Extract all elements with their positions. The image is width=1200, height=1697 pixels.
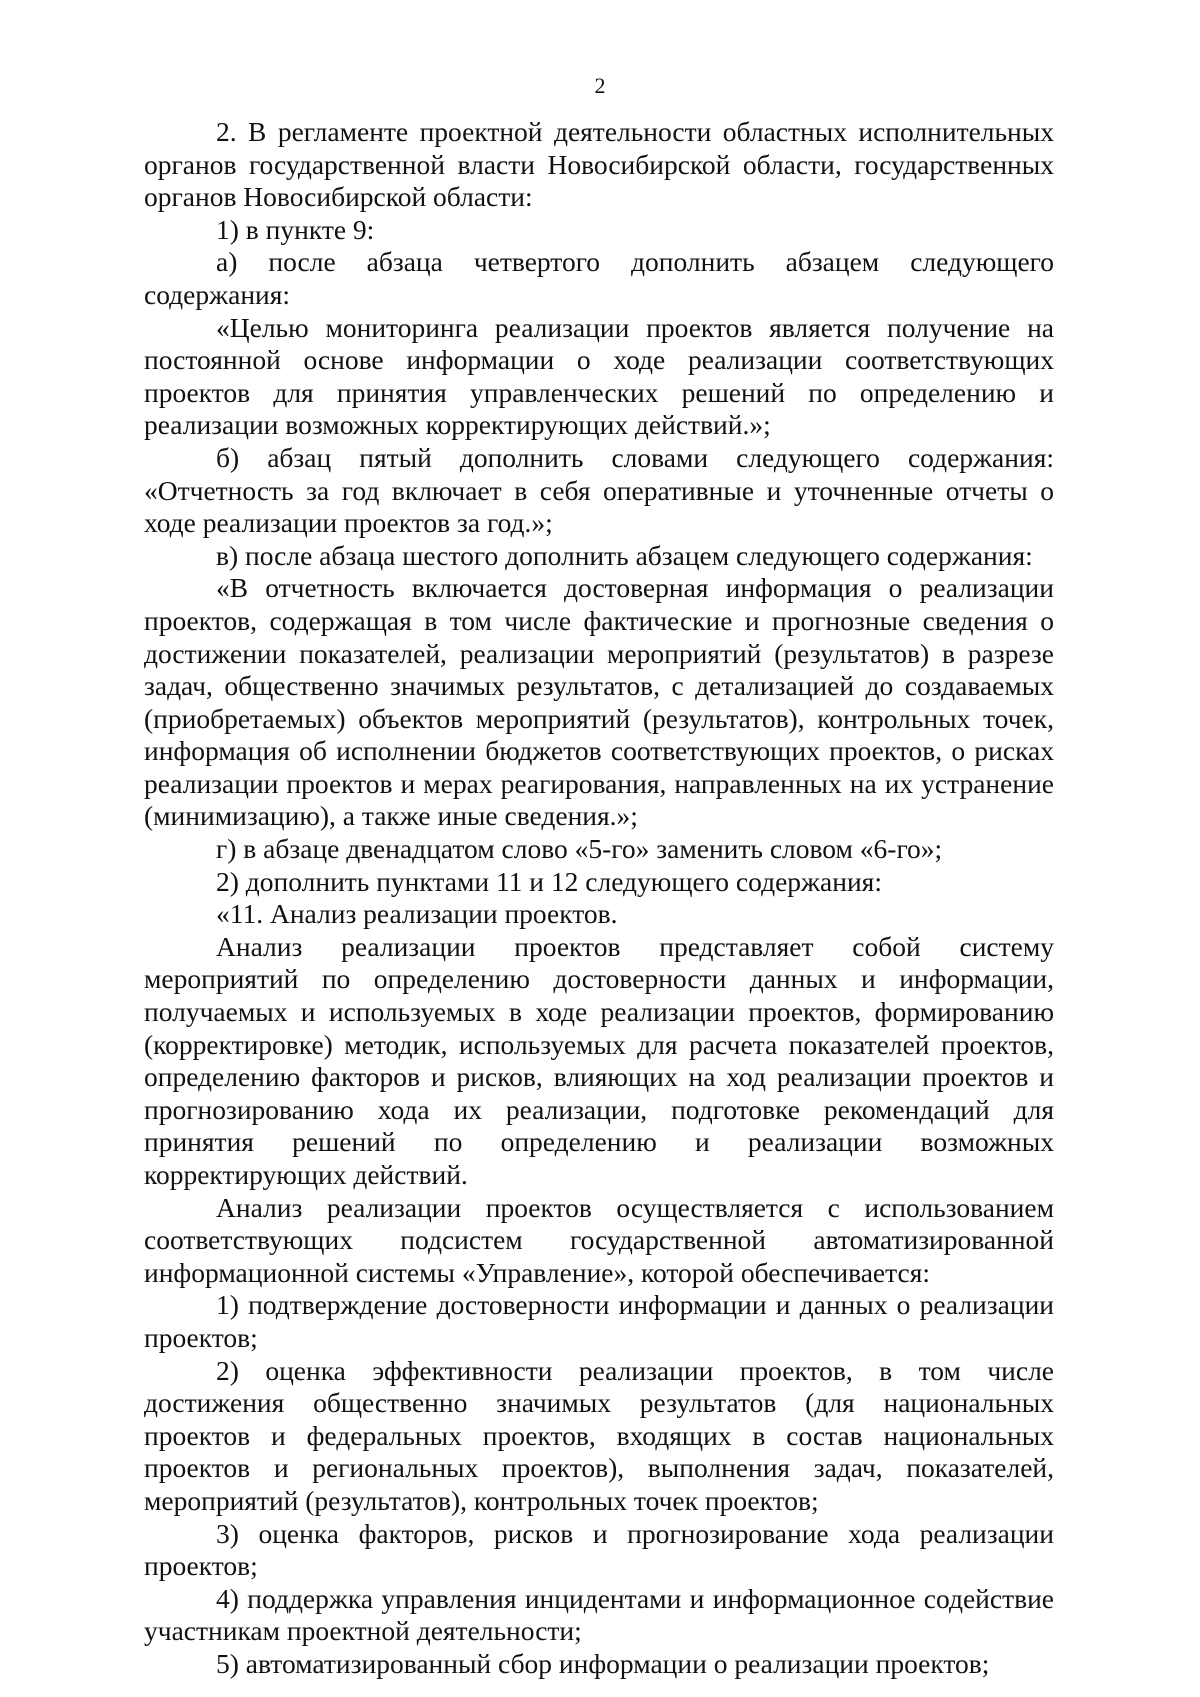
paragraph: Анализ реализации проектов представляет собой систему мероприятий по определению достоверности данных и информации, получаемых и используемых в ходе реализации проектов, формированию (корректировке) методик, используемых для расчета показателей проектов, определению факторов и рисков, влияющих на ход реализации проектов и прогнозированию хода их реализации, подготовке рекомендаций для принятия решений по определению и реализации возможных корректирующих действий. <box>144 930 1054 1190</box>
paragraph: 2. В регламенте проектной деятельности областных исполнительных органов государственной власти Новосибирской области, государственных органов Новосибирской области: <box>144 116 1054 213</box>
paragraph: а) после абзаца четвертого дополнить абзацем следующего содержания: <box>144 246 1054 310</box>
paragraph: Анализ реализации проектов осуществляется с использованием соответствующих подсистем государственной автоматизированной информационной системы «Управление», которой обеспечивается: <box>144 1191 1054 1288</box>
document-body <box>144 116 1054 1681</box>
paragraph: 3) оценка факторов, рисков и прогнозирование хода реализации проектов; <box>144 1517 1054 1582</box>
paragraph: 4) поддержка управления инцидентами и информационное содействие участникам проектной деятельности; <box>144 1582 1054 1647</box>
paragraph: 2) дополнить пунктами 11 и 12 следующего содержания: <box>216 865 882 897</box>
paragraph: б) абзац пятый дополнить словами следующего содержания: «Отчетность за год включает в себя оперативные и уточненные отчеты о ходе реализации проектов за год.»; <box>144 441 1054 539</box>
paragraph: 1) в пункте 9: <box>216 213 375 245</box>
paragraph: в) после абзаца шестого дополнить абзацем следующего содержания: <box>216 539 1033 571</box>
paragraph: 1) подтверждение достоверности информации и данных о реализации проектов; <box>144 1289 1054 1353</box>
paragraph: «11. Анализ реализации проектов. <box>216 898 618 930</box>
paragraph: г) в абзаце двенадцатом слово «5-го» заменить словом «6-го»; <box>216 833 943 865</box>
paragraph: «В отчетность включается достоверная информация о реализации проектов, содержащая в том числе фактические и прогнозные сведения о достижении показателей, реализации мероприятий (результатов) в разрезе задач, общественно значимых результатов, с детализацией до создаваемых (приобретаемых) объектов мероприятий (результатов), контрольных точек, информация об исполнении бюджетов соответствующих проектов, о рисках реализации проектов и мерах реагирования, направленных на их устранение (минимизацию), а также иные сведения.»; <box>144 572 1054 832</box>
paragraph: «Целью мониторинга реализации проектов является получение на постоянной основе информации о ходе реализации соответствующих проектов для принятия управленческих решений по определению и реализации возможных корректирующих действий.»; <box>144 311 1054 441</box>
paragraph: 2) оценка эффективности реализации проектов, в том числе достижения общественно значимых результатов (для национальных проектов и федеральных проектов, входящих в состав национальных проектов и региональных проектов), выполнения задач, показателей, мероприятий (результатов), контрольных точек проектов; <box>144 1354 1054 1516</box>
paragraph: 5) автоматизированный сбор информации о реализации проектов; <box>216 1647 990 1679</box>
page-number: 2 <box>594 73 606 98</box>
